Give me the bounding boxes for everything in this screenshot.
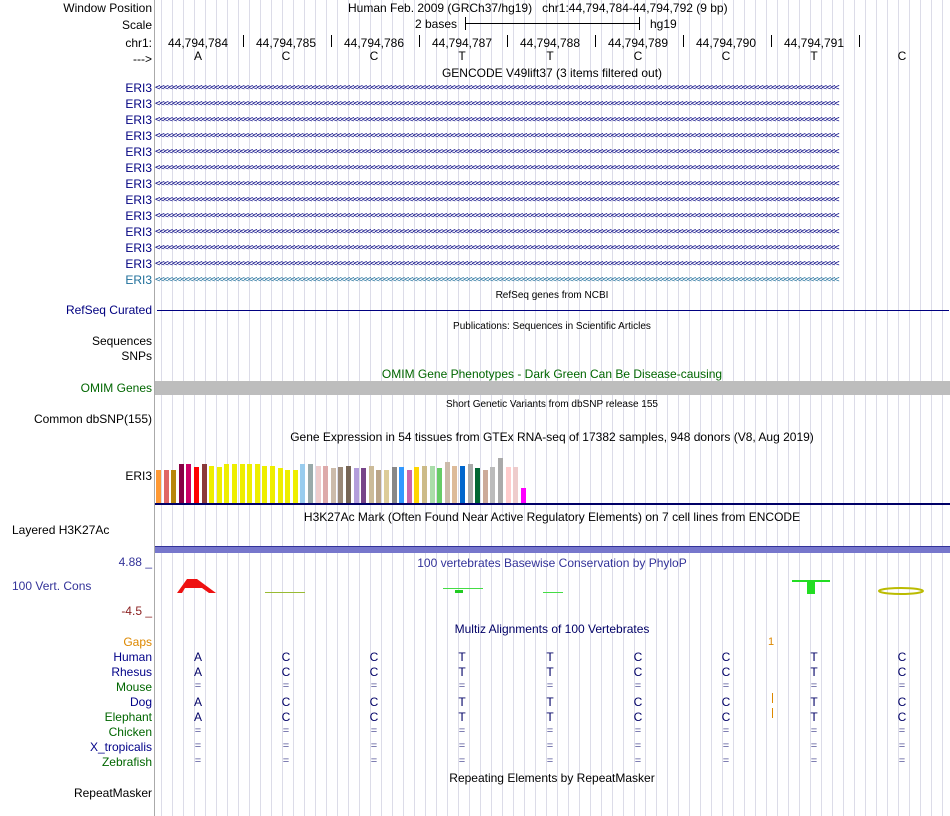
species-base: = [458, 725, 466, 737]
elephant-gap-mark [772, 708, 773, 718]
gtex-tissue-bar[interactable] [270, 466, 275, 503]
species-base: C [633, 695, 643, 709]
phylop-logo[interactable] [155, 574, 950, 604]
phylop-min-label: -4.5 _ [121, 604, 152, 618]
gtex-tissue-bar[interactable] [323, 466, 328, 503]
gtex-tissue-bar[interactable] [414, 467, 419, 503]
gtex-tissue-bar[interactable] [308, 464, 313, 503]
ruler-position: 44,794,791 [783, 36, 845, 50]
species-label[interactable]: Human [113, 650, 152, 664]
species-base: = [634, 725, 642, 737]
species-base: = [810, 755, 818, 767]
ruler-tick [859, 35, 860, 47]
species-base: = [282, 755, 290, 767]
species-base: = [194, 725, 202, 737]
dbsnp-title: Short Genetic Variants from dbSNP release 155 [446, 399, 658, 410]
track-image[interactable] [155, 0, 950, 816]
gtex-tissue-bar[interactable] [460, 466, 465, 503]
ruler-position: 44,794,787 [431, 36, 493, 50]
phylop-base-t-top [792, 580, 830, 582]
gtex-tissue-bar[interactable] [217, 467, 222, 503]
gtex-tissue-bar[interactable] [361, 468, 366, 503]
dog-gap-mark [772, 693, 773, 703]
species-base: C [633, 650, 643, 664]
species-base: T [810, 665, 818, 679]
gtex-tissue-bar[interactable] [209, 466, 214, 503]
reference-base: T [546, 49, 554, 63]
gtex-tissue-bar[interactable] [483, 470, 488, 503]
chrom-label[interactable]: chr1: [125, 36, 152, 50]
species-base: A [193, 665, 203, 679]
h3k27ac-signal[interactable] [155, 546, 950, 553]
species-base: = [370, 755, 378, 767]
species-base: = [722, 725, 730, 737]
gencode-item-label[interactable]: ERI3 [125, 161, 152, 175]
gencode-item-label[interactable]: ERI3 [125, 145, 152, 159]
gtex-tissue-bar[interactable] [232, 464, 237, 503]
gtex-tissue-bar[interactable] [194, 467, 199, 503]
species-base: = [546, 740, 554, 752]
phylop-base-t-low [443, 588, 483, 589]
gencode-transcript-arrows[interactable]: <<<<<<<<<<<<<<<<<<<<<<<<<<<<<<<<<<<<<<<<<<<<<<<<<<<<<<<<<<<<<<<<<<<<<<<<<<<<<<<<<<<<<<<<<<<<<<<<<<<<<<<<<<<<<<<<<<<<<<<<<<<<<<<<<<<<<<<<<<<<<<<<<<<<<<<<<<<<<<<<<< [155, 164, 839, 173]
species-base: C [897, 665, 907, 679]
ruler-tick [507, 35, 508, 47]
scale-label[interactable]: Scale [121, 18, 152, 32]
ruler-position: 44,794,786 [343, 36, 405, 50]
gtex-tissue-bar[interactable] [224, 464, 229, 503]
reference-base: C [721, 49, 731, 63]
species-label[interactable]: Rhesus [111, 665, 152, 679]
species-base: A [193, 695, 203, 709]
gtex-tissue-bar[interactable] [186, 464, 191, 503]
ruler-tick [331, 35, 332, 47]
species-base: = [546, 755, 554, 767]
repeatmasker-title: Repeating Elements by RepeatMasker [449, 771, 655, 785]
species-base: C [897, 710, 907, 724]
species-base: = [546, 680, 554, 692]
species-base: C [897, 695, 907, 709]
species-base: = [282, 725, 290, 737]
species-label[interactable]: Dog [129, 695, 152, 709]
species-base: = [722, 755, 730, 767]
species-base: A [193, 710, 203, 724]
species-base: = [546, 725, 554, 737]
gaps-label[interactable]: Gaps [123, 635, 152, 649]
species-base: C [721, 650, 731, 664]
gtex-tissue-bar[interactable] [247, 464, 252, 503]
gencode-item-label[interactable]: ERI3 [125, 241, 152, 255]
species-base: C [281, 650, 291, 664]
gencode-transcript-arrows[interactable]: <<<<<<<<<<<<<<<<<<<<<<<<<<<<<<<<<<<<<<<<<<<<<<<<<<<<<<<<<<<<<<<<<<<<<<<<<<<<<<<<<<<<<<<<<<<<<<<<<<<<<<<<<<<<<<<<<<<<<<<<<<<<<<<<<<<<<<<<<<<<<<<<<<<<<<<<<<<<<<<<<< [155, 148, 839, 157]
gtex-tissue-bar[interactable] [293, 470, 298, 503]
publications-title: Publications: Sequences in Scientific Articles [453, 321, 651, 332]
multiz-title: Multiz Alignments of 100 Vertebrates [454, 622, 650, 636]
species-base: = [282, 680, 290, 692]
gencode-transcript-arrows[interactable]: <<<<<<<<<<<<<<<<<<<<<<<<<<<<<<<<<<<<<<<<<<<<<<<<<<<<<<<<<<<<<<<<<<<<<<<<<<<<<<<<<<<<<<<<<<<<<<<<<<<<<<<<<<<<<<<<<<<<<<<<<<<<<<<<<<<<<<<<<<<<<<<<<<<<<<<<<<<<<<<<<< [155, 100, 839, 109]
species-base: C [721, 710, 731, 724]
ruler-tick [419, 35, 420, 47]
gencode-transcript-arrows[interactable]: <<<<<<<<<<<<<<<<<<<<<<<<<<<<<<<<<<<<<<<<<<<<<<<<<<<<<<<<<<<<<<<<<<<<<<<<<<<<<<<<<<<<<<<<<<<<<<<<<<<<<<<<<<<<<<<<<<<<<<<<<<<<<<<<<<<<<<<<<<<<<<<<<<<<<<<<<<<<<<<<<< [155, 276, 839, 285]
gtex-tissue-bar[interactable] [445, 462, 450, 503]
gtex-tissue-bar[interactable] [490, 467, 495, 503]
gencode-item-label[interactable]: ERI3 [125, 209, 152, 223]
gap-count: 1 [768, 636, 775, 648]
gtex-tissue-bar[interactable] [407, 470, 412, 503]
species-base: T [458, 650, 466, 664]
window-position-label[interactable]: Window Position [63, 1, 152, 15]
gtex-baseline [155, 503, 950, 505]
species-base: = [634, 680, 642, 692]
gtex-tissue-bar[interactable] [300, 464, 305, 503]
gtex-label[interactable]: ERI3 [125, 469, 152, 483]
phylop-base-c [879, 588, 923, 594]
gencode-item-label[interactable]: ERI3 [125, 81, 152, 95]
ruler-position: 44,794,790 [695, 36, 757, 50]
ruler-tick [243, 35, 244, 47]
reference-base: C [369, 49, 379, 63]
gtex-tissue-bar[interactable] [285, 470, 290, 503]
species-base: = [458, 755, 466, 767]
gencode-item-label[interactable]: ERI3 [125, 177, 152, 191]
gencode-item-label[interactable]: ERI3 [125, 97, 152, 111]
gencode-transcript-arrows[interactable]: <<<<<<<<<<<<<<<<<<<<<<<<<<<<<<<<<<<<<<<<<<<<<<<<<<<<<<<<<<<<<<<<<<<<<<<<<<<<<<<<<<<<<<<<<<<<<<<<<<<<<<<<<<<<<<<<<<<<<<<<<<<<<<<<<<<<<<<<<<<<<<<<<<<<<<<<<<<<<<<<<< [155, 228, 839, 237]
refseq-title: RefSeq genes from NCBI [495, 290, 609, 301]
species-base: = [898, 740, 906, 752]
gencode-item-label[interactable]: ERI3 [125, 225, 152, 239]
gtex-tissue-bar[interactable] [384, 470, 389, 503]
species-base: C [281, 665, 291, 679]
gencode-item-label[interactable]: ERI3 [125, 113, 152, 127]
gencode-transcript-arrows[interactable]: <<<<<<<<<<<<<<<<<<<<<<<<<<<<<<<<<<<<<<<<<<<<<<<<<<<<<<<<<<<<<<<<<<<<<<<<<<<<<<<<<<<<<<<<<<<<<<<<<<<<<<<<<<<<<<<<<<<<<<<<<<<<<<<<<<<<<<<<<<<<<<<<<<<<<<<<<<<<<<<<<< [155, 244, 839, 253]
gtex-tissue-bar[interactable] [316, 466, 321, 503]
species-base: T [546, 695, 554, 709]
scale-db: hg19 [650, 17, 677, 31]
species-base: C [369, 650, 379, 664]
species-base: = [634, 755, 642, 767]
gtex-tissue-bar[interactable] [430, 466, 435, 503]
species-base: C [633, 665, 643, 679]
phylop-base-c-low [265, 592, 305, 593]
species-base: T [458, 710, 466, 724]
species-base: C [897, 650, 907, 664]
species-base: = [810, 680, 818, 692]
species-base: = [810, 725, 818, 737]
ruler-position: 44,794,784 [167, 36, 229, 50]
gtex-tissue-bar[interactable] [202, 464, 207, 503]
snps-label[interactable]: SNPs [121, 349, 152, 363]
species-base: A [193, 650, 203, 664]
species-base: = [722, 680, 730, 692]
gtex-tissue-bar[interactable] [338, 467, 343, 503]
gencode-transcript-arrows[interactable]: <<<<<<<<<<<<<<<<<<<<<<<<<<<<<<<<<<<<<<<<<<<<<<<<<<<<<<<<<<<<<<<<<<<<<<<<<<<<<<<<<<<<<<<<<<<<<<<<<<<<<<<<<<<<<<<<<<<<<<<<<<<<<<<<<<<<<<<<<<<<<<<<<<<<<<<<<<<<<<<<<< [155, 212, 839, 221]
h3k27ac-title: H3K27Ac Mark (Often Found Near Active Regulatory Elements) on 7 cell lines from ENCODE [303, 510, 801, 524]
gtex-tissue-bar[interactable] [498, 458, 503, 503]
species-base: = [370, 680, 378, 692]
species-base: = [458, 680, 466, 692]
ruler-tick [683, 35, 684, 47]
ruler-tick [595, 35, 596, 47]
species-base: C [721, 665, 731, 679]
gtex-tissue-bar[interactable] [468, 464, 473, 503]
gencode-transcript-arrows[interactable]: <<<<<<<<<<<<<<<<<<<<<<<<<<<<<<<<<<<<<<<<<<<<<<<<<<<<<<<<<<<<<<<<<<<<<<<<<<<<<<<<<<<<<<<<<<<<<<<<<<<<<<<<<<<<<<<<<<<<<<<<<<<<<<<<<<<<<<<<<<<<<<<<<<<<<<<<<<<<<<<<<< [155, 196, 839, 205]
gencode-title: GENCODE V49lift37 (3 items filtered out) [441, 66, 663, 80]
species-base: T [810, 695, 818, 709]
species-base: = [810, 740, 818, 752]
species-base: = [194, 740, 202, 752]
species-base: = [898, 680, 906, 692]
phylop-base-t-mark [455, 590, 463, 593]
gencode-transcript-arrows[interactable]: <<<<<<<<<<<<<<<<<<<<<<<<<<<<<<<<<<<<<<<<<<<<<<<<<<<<<<<<<<<<<<<<<<<<<<<<<<<<<<<<<<<<<<<<<<<<<<<<<<<<<<<<<<<<<<<<<<<<<<<<<<<<<<<<<<<<<<<<<<<<<<<<<<<<<<<<<<<<<<<<<< [155, 116, 839, 125]
species-label[interactable]: Elephant [104, 710, 152, 724]
species-base: C [281, 710, 291, 724]
gtex-tissue-bar[interactable] [354, 468, 359, 503]
gtex-tissue-bar[interactable] [171, 470, 176, 503]
species-base: = [634, 740, 642, 752]
species-label[interactable]: Chicken [108, 725, 152, 739]
gencode-transcript-arrows[interactable]: <<<<<<<<<<<<<<<<<<<<<<<<<<<<<<<<<<<<<<<<<<<<<<<<<<<<<<<<<<<<<<<<<<<<<<<<<<<<<<<<<<<<<<<<<<<<<<<<<<<<<<<<<<<<<<<<<<<<<<<<<<<<<<<<<<<<<<<<<<<<<<<<<<<<<<<<<<<<<<<<<< [155, 84, 839, 93]
gtex-title: Gene Expression in 54 tissues from GTEx RNA-seq of 17382 samples, 948 donors (V8, Aug 2019) [290, 430, 814, 444]
phylop-max-label: 4.88 _ [118, 555, 152, 569]
species-base: = [722, 740, 730, 752]
phylop-base-a [177, 579, 216, 593]
h3k27ac-label[interactable]: Layered H3K27Ac [12, 523, 110, 537]
gtex-tissue-bar[interactable] [437, 468, 442, 503]
gencode-transcript-arrows[interactable]: <<<<<<<<<<<<<<<<<<<<<<<<<<<<<<<<<<<<<<<<<<<<<<<<<<<<<<<<<<<<<<<<<<<<<<<<<<<<<<<<<<<<<<<<<<<<<<<<<<<<<<<<<<<<<<<<<<<<<<<<<<<<<<<<<<<<<<<<<<<<<<<<<<<<<<<<<<<<<<<<<< [155, 132, 839, 141]
species-base: C [369, 710, 379, 724]
reference-base: T [810, 49, 818, 63]
gtex-tissue-bar[interactable] [262, 466, 267, 503]
phylop-title: 100 vertebrates Basewise Conservation by PhyloP [417, 556, 687, 570]
gtex-tissue-bar[interactable] [376, 470, 381, 503]
ruler-tick [771, 35, 772, 47]
gencode-item-label[interactable]: ERI3 [125, 257, 152, 271]
gencode-transcript-arrows[interactable]: <<<<<<<<<<<<<<<<<<<<<<<<<<<<<<<<<<<<<<<<<<<<<<<<<<<<<<<<<<<<<<<<<<<<<<<<<<<<<<<<<<<<<<<<<<<<<<<<<<<<<<<<<<<<<<<<<<<<<<<<<<<<<<<<<<<<<<<<<<<<<<<<<<<<<<<<<<<<<<<<<< [155, 260, 839, 269]
repeatmasker-label[interactable]: RepeatMasker [73, 786, 152, 800]
species-base: T [458, 665, 466, 679]
scale-bar [465, 17, 640, 31]
omim-title: OMIM Gene Phenotypes - Dark Green Can Be Disease-causing [381, 367, 723, 381]
species-label[interactable]: Mouse [115, 680, 152, 694]
gtex-tissue-bar[interactable] [506, 467, 511, 503]
strand-label[interactable]: ---> [133, 52, 152, 66]
gtex-tissue-bar[interactable] [164, 470, 169, 503]
species-base: T [546, 710, 554, 724]
gtex-tissue-bar[interactable] [513, 467, 518, 503]
species-base: = [370, 725, 378, 737]
species-base: T [546, 665, 554, 679]
species-base: = [370, 740, 378, 752]
species-base: T [546, 650, 554, 664]
gencode-item-label[interactable]: ERI3 [125, 193, 152, 207]
species-base: = [898, 725, 906, 737]
track-label-column [0, 0, 154, 816]
gtex-tissue-bar[interactable] [278, 468, 283, 503]
phylop-base-t-low-2 [543, 592, 563, 593]
species-base: T [810, 710, 818, 724]
species-base: T [810, 650, 818, 664]
gtex-tissue-bar[interactable] [255, 464, 260, 503]
gtex-tissue-bar[interactable] [521, 488, 526, 503]
gtex-tissue-bar[interactable] [475, 468, 480, 503]
gtex-tissue-bar[interactable] [240, 464, 245, 503]
refseq-label[interactable]: RefSeq Curated [65, 303, 152, 317]
species-base: C [369, 695, 379, 709]
gtex-bar-graph[interactable] [155, 443, 555, 503]
species-base: T [458, 695, 466, 709]
ruler-position: 44,794,785 [255, 36, 317, 50]
phylop-label[interactable]: 100 Vert. Cons [12, 579, 92, 593]
reference-base: C [633, 49, 643, 63]
species-label[interactable]: Zebrafish [101, 755, 152, 769]
ruler-position: 44,794,788 [519, 36, 581, 50]
omim-label[interactable]: OMIM Genes [80, 381, 152, 395]
species-base: = [898, 755, 906, 767]
gtex-tissue-bar[interactable] [346, 466, 351, 503]
species-base: C [281, 695, 291, 709]
gtex-tissue-bar[interactable] [452, 466, 457, 503]
gtex-tissue-bar[interactable] [399, 467, 404, 503]
position-text: chr1:44,794,784-44,794,792 (9 bp) [542, 1, 728, 15]
gtex-tissue-bar[interactable] [392, 467, 397, 503]
reference-base: T [458, 49, 466, 63]
species-base: C [633, 710, 643, 724]
assembly-title [348, 1, 728, 15]
species-base: = [194, 680, 202, 692]
omim-gene-bar[interactable] [155, 381, 950, 395]
ruler-position: 44,794,789 [607, 36, 669, 50]
gtex-tissue-bar[interactable] [179, 464, 184, 503]
species-label[interactable]: X_tropicalis [89, 740, 152, 754]
assembly-text: Human Feb. 2009 (GRCh37/hg19) [348, 1, 533, 15]
scale-text: 2 bases [415, 17, 458, 31]
species-base: C [721, 695, 731, 709]
gtex-tissue-bar[interactable] [422, 466, 427, 503]
gtex-tissue-bar[interactable] [331, 468, 336, 503]
species-base: C [369, 665, 379, 679]
gencode-item-label[interactable]: ERI3 [125, 129, 152, 143]
refseq-gene-line[interactable] [157, 310, 949, 311]
publications-label[interactable]: Sequences [91, 334, 152, 348]
gtex-tissue-bar[interactable] [369, 466, 374, 503]
gencode-item-label[interactable]: ERI3 [125, 273, 152, 287]
reference-base: C [897, 49, 907, 63]
gencode-transcript-arrows[interactable]: <<<<<<<<<<<<<<<<<<<<<<<<<<<<<<<<<<<<<<<<<<<<<<<<<<<<<<<<<<<<<<<<<<<<<<<<<<<<<<<<<<<<<<<<<<<<<<<<<<<<<<<<<<<<<<<<<<<<<<<<<<<<<<<<<<<<<<<<<<<<<<<<<<<<<<<<<<<<<<<<<< [155, 180, 839, 189]
reference-base: A [193, 49, 203, 63]
species-base: = [458, 740, 466, 752]
species-base: = [282, 740, 290, 752]
gtex-tissue-bar[interactable] [156, 470, 161, 503]
reference-base: C [281, 49, 291, 63]
dbsnp-label[interactable]: Common dbSNP(155) [33, 412, 152, 426]
species-base: = [194, 755, 202, 767]
phylop-base-t-stem [807, 582, 815, 594]
